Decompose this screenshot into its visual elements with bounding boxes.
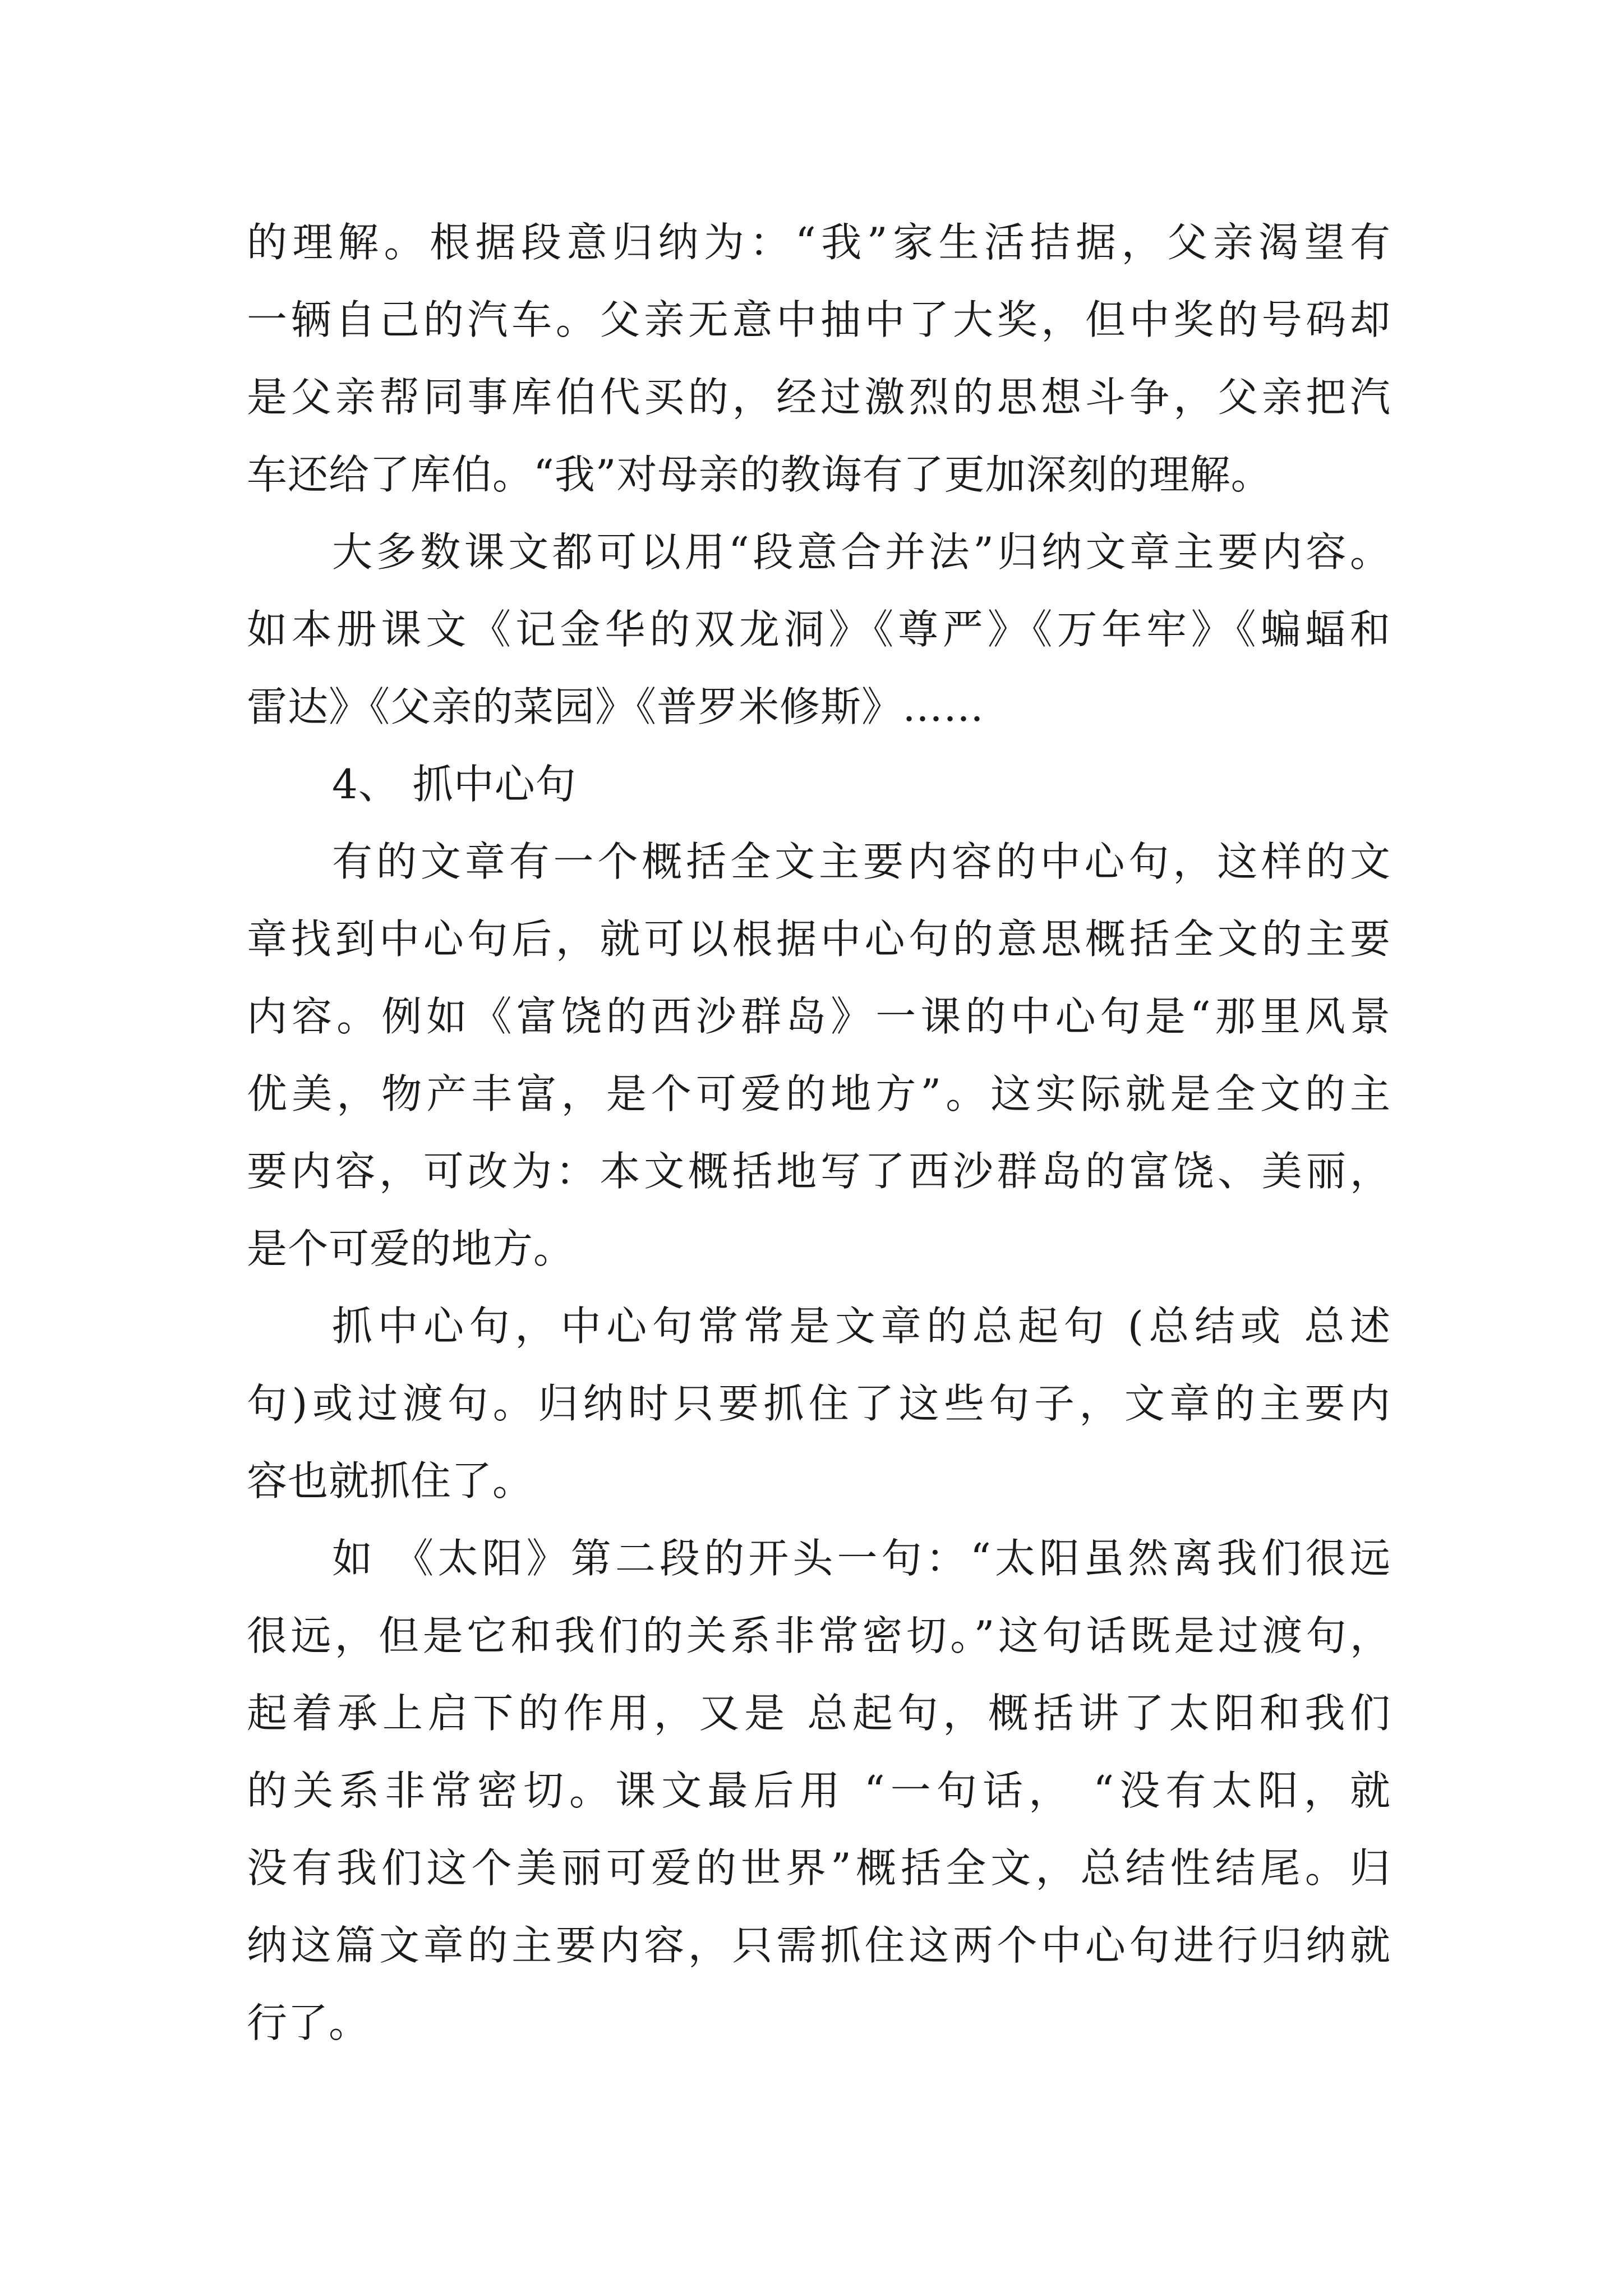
section-heading: 4、 抓中心句 [332,761,577,808]
text-line: 雷达》《父亲的菜园》《普罗米修斯》…… [247,683,985,730]
text-line: 很远，但是它和我们的关系非常密切。”这句话既是过渡句， [247,1612,1391,1659]
text-line: 大多数课文都可以用“段意合并法”归纳文章主要内容。 [332,528,1391,576]
text-line: 行了。 [247,1999,370,2046]
text-line: 的关系非常密切。课文最后用 “一句话， “没有太阳，就 [247,1767,1391,1814]
text-line: 如本册课文《记金华的双龙洞》《尊严》《万年牢》《蝙蝠和 [247,606,1391,653]
text-line: 纳这篇文章的主要内容，只需抓住这两个中心句进行归纳就 [247,1922,1391,1969]
text-line: 如 《太阳》第二段的开头一句：“太阳虽然离我们很远 [332,1535,1391,1582]
text-line: 优美，物产丰富，是个可爱的地方”。这实际就是全文的主 [247,1070,1391,1117]
text-line: 没有我们这个美丽可爱的世界”概括全文，总结性结尾。归 [247,1844,1391,1892]
text-line: 起着承上启下的作用，又是 总起句，概括讲了太阳和我们 [247,1690,1391,1737]
text-line: 抓中心句，中心句常常是文章的总起句 (总结或 总述 [332,1303,1391,1350]
text-line: 是个可爱的地方。 [247,1225,575,1272]
text-line: 车还给了库伯。“我”对母亲的教诲有了更加深刻的理解。 [247,451,1272,498]
text-line: 句)或过渡句。归纳时只要抓住了这些句子，文章的主要内 [247,1380,1391,1427]
text-line: 内容。例如《富饶的西沙群岛》一课的中心句是“那里风景 [247,993,1391,1040]
text-line: 要内容，可改为：本文概括地写了西沙群岛的富饶、美丽， [247,1148,1391,1195]
text-line: 容也就抓住了。 [247,1457,534,1504]
text-line: 是父亲帮同事库伯代买的，经过激烈的思想斗争，父亲把汽 [247,374,1391,421]
text-line: 章找到中心句后，就可以根据中心句的意思概括全文的主要 [247,915,1391,963]
text-line: 有的文章有一个概括全文主要内容的中心句，这样的文 [332,838,1391,885]
text-line: 的理解。根据段意归纳为：“我”家生活拮据，父亲渴望有 [247,219,1391,266]
text-line: 一辆自己的汽车。父亲无意中抽中了大奖，但中奖的号码却 [247,296,1391,343]
